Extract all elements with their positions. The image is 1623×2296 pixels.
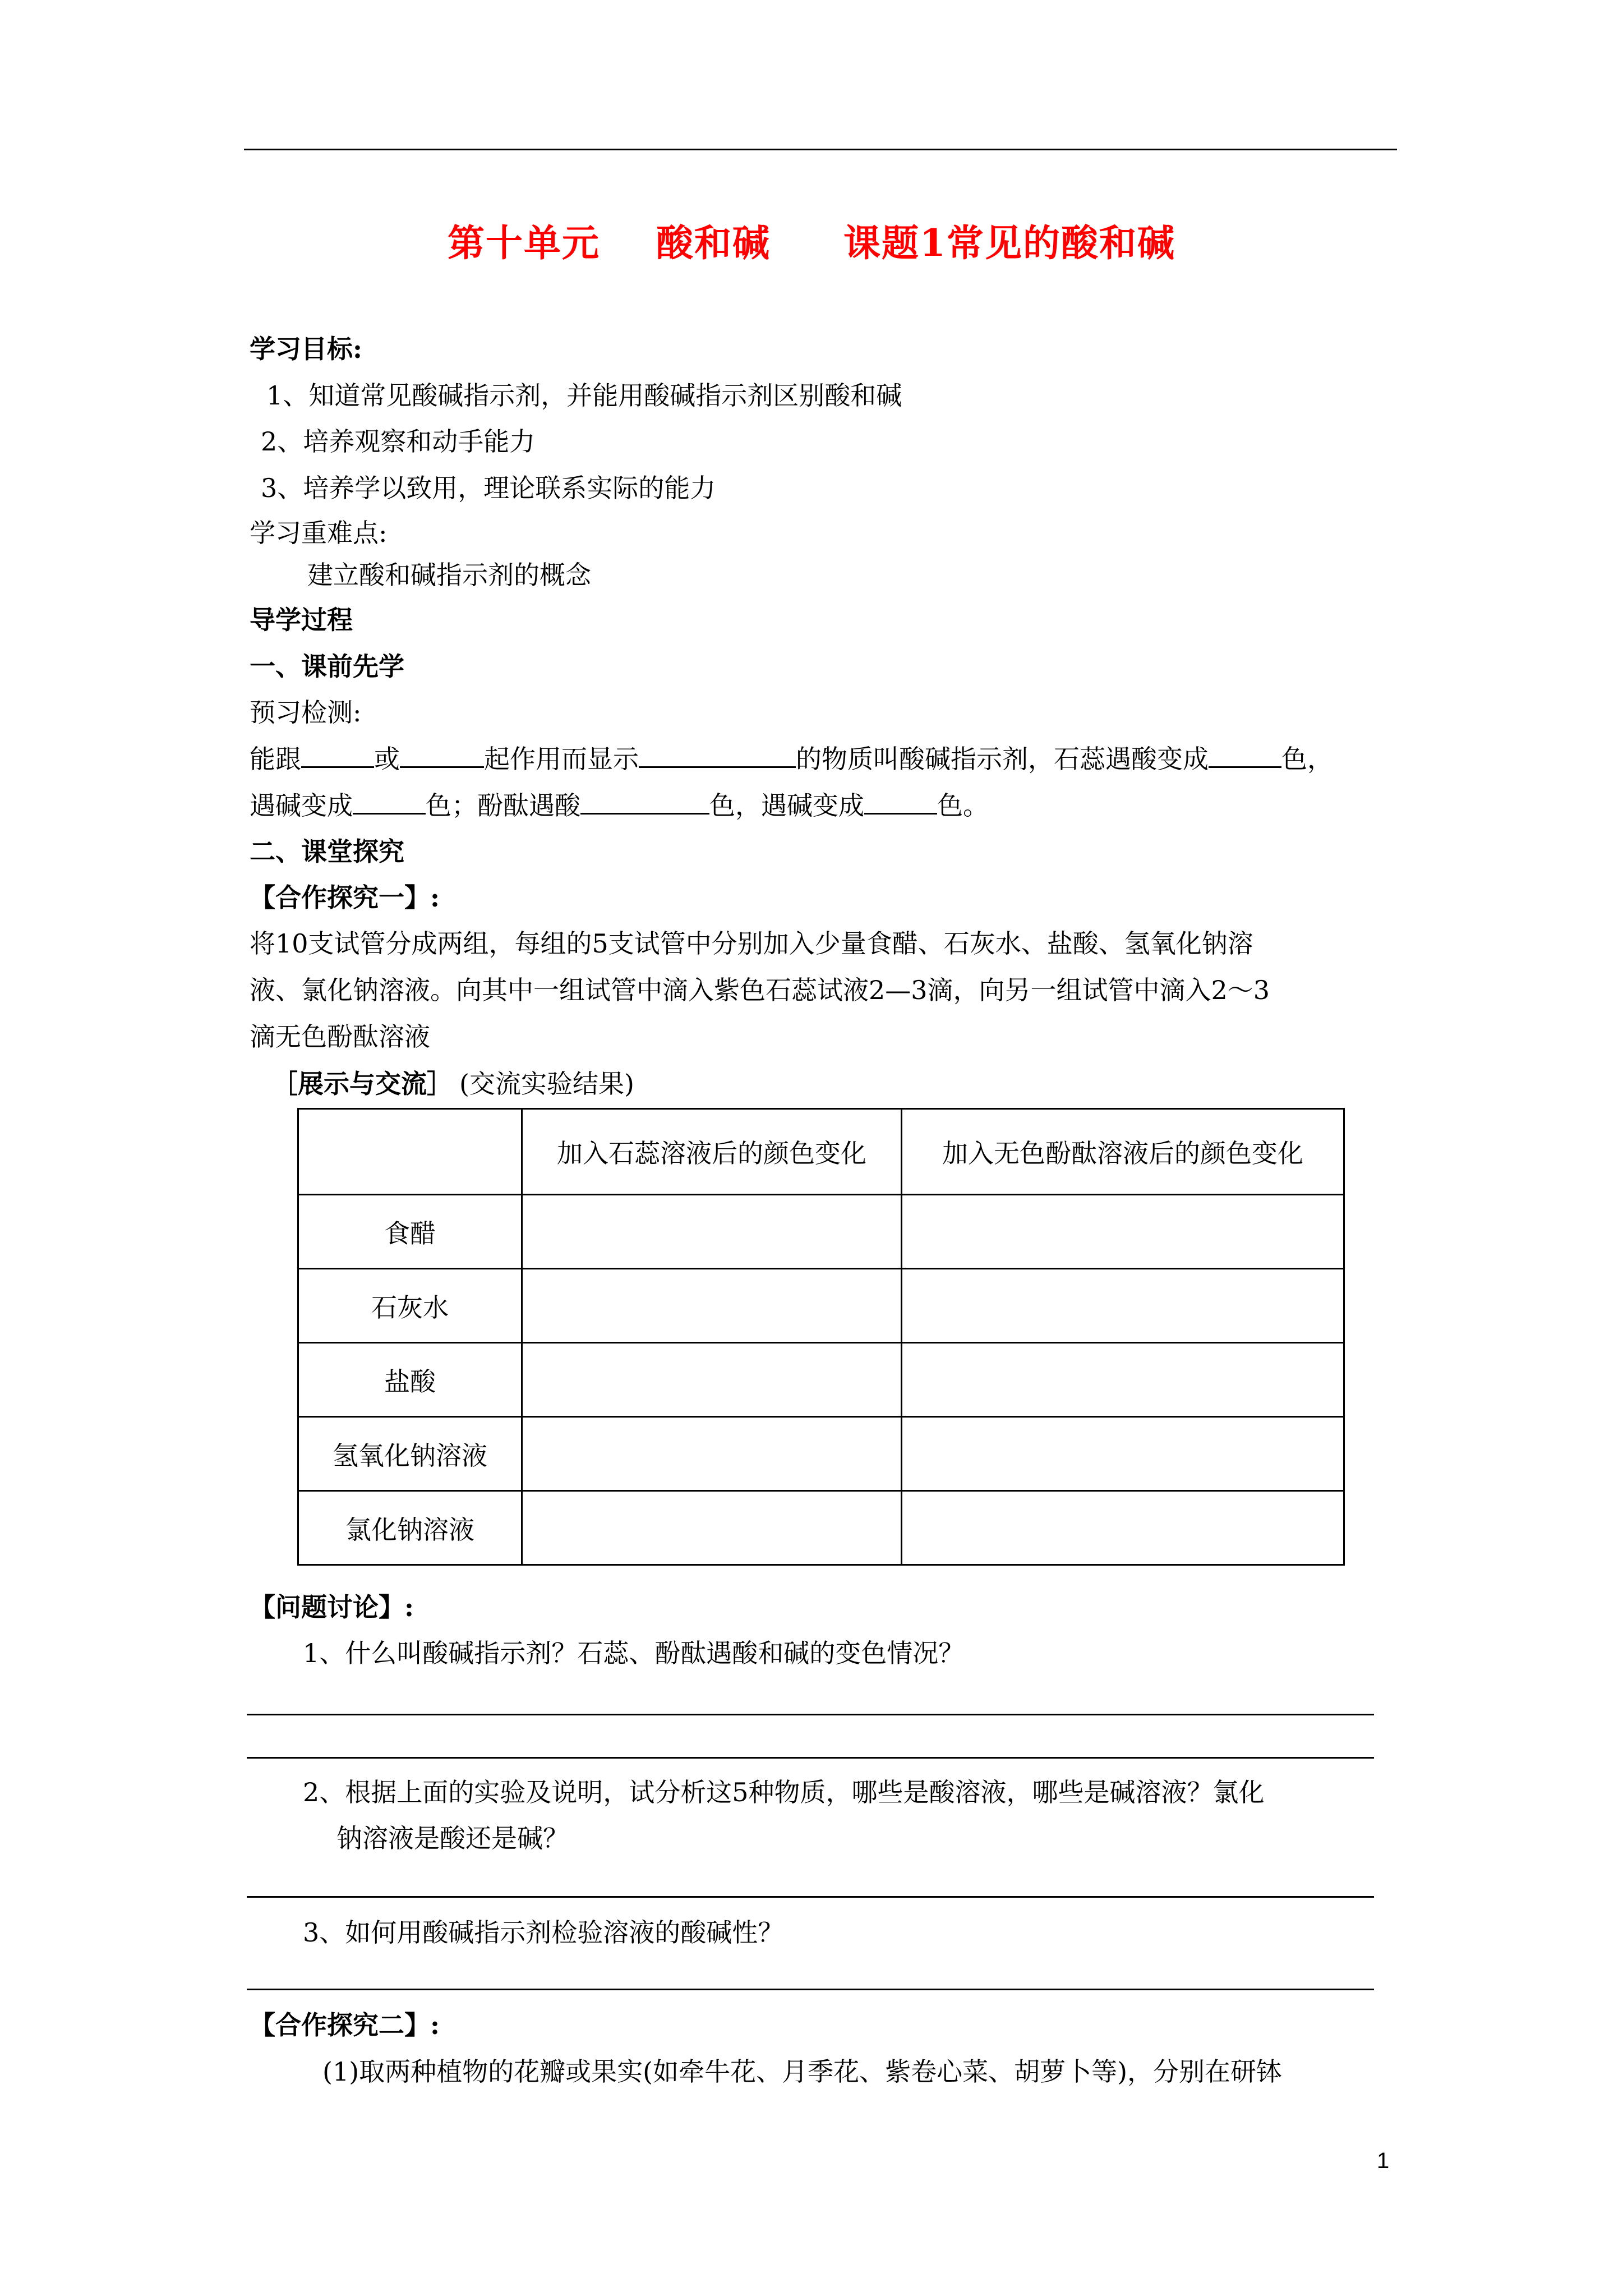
blank-field[interactable] [580,788,709,815]
table-row [298,1269,1344,1343]
coop2-heading: 【合作探究二】: [250,2010,440,2040]
discussion-heading: 【问题讨论】: [250,1592,414,1622]
section-1-heading: 一、课前先学 [250,651,404,682]
blank-field[interactable] [1209,742,1281,768]
table-row [298,1343,1344,1417]
exchange-note: (交流实验结果) [459,1069,634,1099]
coop2-text: (1)取两种植物的花瓣或果实(如牵牛花、月季花、紫卷心菜、胡萝卜等)，分别在研钵 [322,2056,1283,2087]
answer-cell[interactable] [902,1195,1344,1269]
question-2-line-2: 钠溶液是酸还是碱？ [336,1823,569,1853]
answer-cell[interactable] [902,1417,1344,1491]
title-unit: 第十单元 [448,221,601,265]
title-lesson: 课题1常见的酸和碱 [843,221,1175,265]
goal-item-2: 2、培养观察和动手能力 [261,426,536,457]
process-heading: 导学过程 [250,605,353,635]
goals-heading: 学习目标: [250,334,362,364]
answer-cell[interactable] [902,1343,1344,1417]
section-2-heading: 二、课堂探究 [250,836,404,867]
question-2-line-1: 2、根据上面的实验及说明，试分析这5种物质，哪些是酸溶液，哪些是碱溶液？氯化 [303,1777,1265,1807]
exchange-line [272,1067,634,1101]
table-row [298,1195,1344,1269]
answer-cell[interactable] [522,1343,902,1417]
table-header-row [298,1109,1344,1195]
table-header-cell [298,1109,522,1195]
answer-cell[interactable] [522,1269,902,1343]
answer-line[interactable] [247,1757,1374,1759]
goal-item-1: 1、知道常见酸碱指示剂，并能用酸碱指示剂区别酸和碱 [266,380,902,411]
fill-line-2: 遇碱变成 色；酚酞遇酸 色，遇碱变成 色。 [250,788,989,822]
answer-line[interactable] [247,1714,1374,1715]
table-header-cell: 加入无色酚酞溶液后的颜色变化 [902,1109,1344,1195]
blank-field[interactable] [353,788,426,815]
fill-line-1: 能跟 或 起作用而显示 的物质叫酸碱指示剂，石蕊遇酸变成 色， [250,742,1333,776]
coop1-text-line-1: 将10支试管分成两组，每组的5支试管中分别加入少量食醋、石灰水、盐酸、氢氧化钠溶 [250,928,1253,959]
answer-cell[interactable] [522,1195,902,1269]
coop1-heading: 【合作探究一】: [250,882,440,913]
row-label: 氯化钠溶液 [298,1491,522,1565]
preview-label: 预习检测: [250,697,362,728]
header-rule [244,149,1397,150]
question-1: 1、什么叫酸碱指示剂？石蕊、酚酞遇酸和碱的变色情况？ [303,1638,965,1668]
question-3: 3、如何用酸碱指示剂检验溶液的酸碱性？ [303,1917,784,1948]
table-row [298,1417,1344,1491]
blank-field[interactable] [400,742,484,768]
answer-cell[interactable] [522,1491,902,1565]
answer-line[interactable] [247,1989,1374,1990]
blank-field[interactable] [301,742,374,768]
page-title [0,213,1623,266]
answer-cell[interactable] [522,1417,902,1491]
answer-line[interactable] [247,1896,1374,1898]
blank-field[interactable] [639,742,796,768]
answer-cell[interactable] [902,1491,1344,1565]
key-points-heading: 学习重难点: [250,518,388,548]
row-label: 石灰水 [298,1269,522,1343]
exchange-label: ［展示与交流］ [272,1069,453,1099]
coop1-text-line-2: 液、氯化钠溶液。向其中一组试管中滴入紫色石蕊试液2—3滴，向另一组试管中滴入2～3 [250,975,1270,1005]
table-header-cell: 加入石蕊溶液后的颜色变化 [522,1109,902,1195]
key-points-text: 建立酸和碱指示剂的概念 [307,560,591,590]
title-topic: 酸和碱 [656,221,771,265]
blank-field[interactable] [864,788,937,815]
goal-item-3: 3、培养学以致用，理论联系实际的能力 [261,473,716,503]
answer-cell[interactable] [902,1269,1344,1343]
row-label: 食醋 [298,1195,522,1269]
row-label: 氢氧化钠溶液 [298,1417,522,1491]
row-label: 盐酸 [298,1343,522,1417]
table-row [298,1491,1344,1565]
results-table [297,1108,1345,1566]
page-number: 1 [1377,2148,1390,2173]
coop1-text-line-3: 滴无色酚酞溶液 [250,1022,430,1052]
